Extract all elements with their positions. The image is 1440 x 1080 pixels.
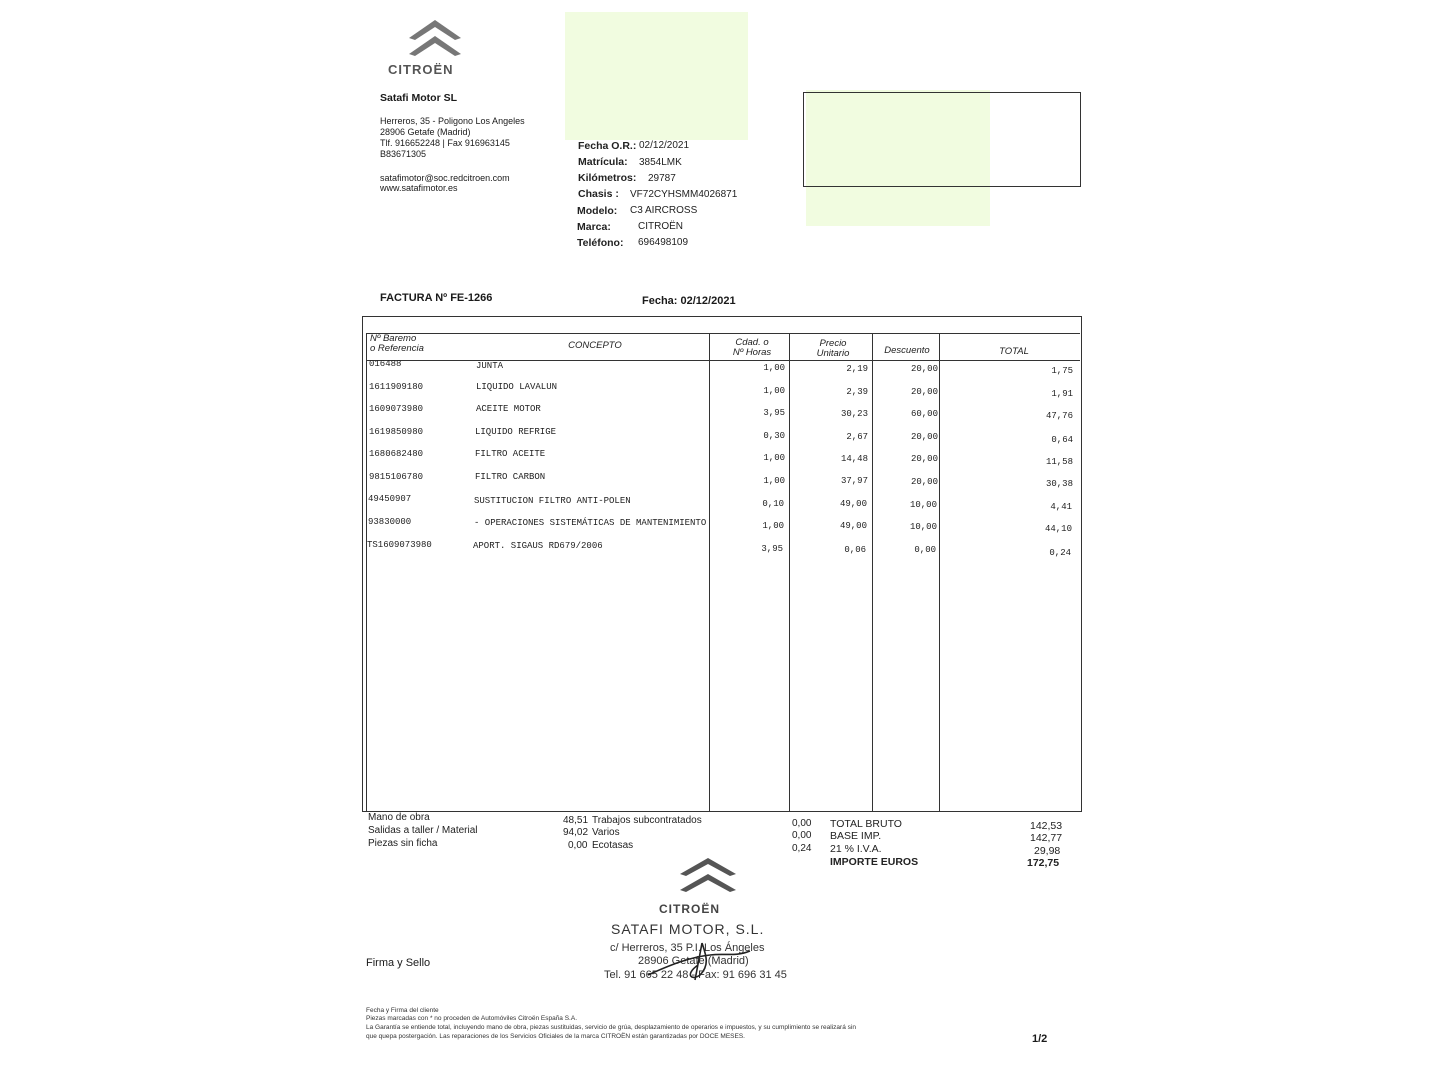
row-qty: 1,00 [763, 386, 785, 396]
row-ref: TS1609073980 [367, 540, 432, 550]
vehicle-value: VF72CYHSMM4026871 [630, 189, 738, 200]
vehicle-value: CITROËN [638, 221, 683, 232]
company-name: Satafi Motor SL [380, 92, 458, 104]
row-ref: 9815106780 [369, 472, 424, 482]
total-label: IMPORTE EUROS [830, 856, 919, 868]
header-ref-line2: o Referencia [370, 343, 424, 354]
company-address-2: 28906 Getafe (Madrid) [380, 127, 471, 137]
company-cif: B83671305 [380, 149, 427, 159]
row-discount: 10,00 [909, 522, 937, 532]
vehicle-value: 29787 [648, 173, 676, 184]
summary-label: Trabajos subcontratados [592, 815, 702, 826]
row-total: 0,64 [1051, 435, 1073, 445]
row-total: 44,10 [1044, 524, 1072, 534]
invoice-number: FACTURA Nº FE-1266 [380, 292, 493, 304]
summary-label: Salidas a taller / Material [368, 825, 478, 836]
header-concepto: CONCEPTO [568, 340, 622, 351]
row-total: 0,24 [1049, 548, 1071, 558]
row-total: 4,41 [1050, 502, 1072, 512]
row-discount: 0,00 [914, 545, 936, 555]
row-qty: 0,30 [763, 431, 785, 441]
row-concepto: SUSTITUCION FILTRO ANTI-POLEN [474, 496, 631, 506]
row-qty: 0,10 [762, 499, 784, 509]
row-ref: 93830000 [368, 517, 412, 527]
row-ref: 49450907 [368, 494, 412, 504]
row-price: 2,19 [846, 364, 868, 374]
summary-value: 48,51 [563, 815, 589, 826]
vehicle-label: Modelo: [577, 205, 618, 217]
row-total: 30,38 [1045, 479, 1073, 489]
invoice-date: Fecha: 02/12/2021 [642, 295, 736, 307]
row-qty: 1,00 [763, 363, 785, 373]
footer-line: que quepa postergación. Las reparaciones de los Servicios Oficiales de la marca CITROËN están garantizadas por DOCE MESES. [366, 1033, 745, 1040]
vehicle-label: Teléfono: [577, 237, 624, 249]
header-ref-line1: Nº Baremo [370, 333, 417, 344]
row-ref: 1609073980 [369, 404, 424, 414]
table-row [369, 404, 1079, 421]
row-total: 47,76 [1045, 411, 1073, 421]
row-price: 2,39 [846, 387, 868, 397]
stamp-phone: Tel. 91 665 22 48 - Fax: 91 696 31 45 [604, 969, 787, 981]
row-total: 1,91 [1051, 389, 1073, 399]
table-header-top-line [366, 333, 1080, 334]
header-quantity-line2: Nº Horas [732, 347, 772, 358]
row-price: 49,00 [839, 521, 867, 531]
summary-value: 0,00 [792, 818, 812, 829]
page-number: 1/2 [1032, 1033, 1048, 1045]
summary-value: 0,00 [792, 830, 812, 841]
row-price: 14,48 [840, 454, 868, 464]
total-label: BASE IMP. [830, 830, 882, 842]
summary-label: Mano de obra [368, 812, 430, 823]
vehicle-label: Kilómetros: [578, 172, 637, 184]
row-ref: 1611909180 [369, 382, 424, 392]
vehicle-value: 696498109 [638, 237, 689, 248]
row-qty: 1,00 [763, 453, 785, 463]
summary-value: 0,00 [568, 840, 588, 851]
summary-label: Varios [592, 827, 620, 838]
total-value: 142,77 [1030, 832, 1063, 844]
header-price-line1: Precio [819, 338, 847, 349]
row-discount: 20,00 [910, 387, 938, 397]
vehicle-value: C3 AIRCROSS [630, 205, 698, 216]
summary-label: Ecotasas [592, 840, 634, 851]
row-price: 2,67 [846, 432, 868, 442]
row-concepto: LIQUIDO REFRIGE [475, 427, 557, 437]
row-qty: 3,95 [763, 408, 785, 418]
row-price: 37,97 [840, 476, 868, 486]
table-row [368, 494, 1079, 512]
table-row [369, 382, 1079, 399]
stamp-company: SATAFI MOTOR, S.L. [611, 921, 765, 937]
vehicle-label: Chasis : [578, 188, 619, 200]
company-address-1: Herreros, 35 - Poligono Los Angeles [380, 116, 525, 126]
header-price [792, 339, 874, 359]
footer-line: Fecha y Firma del cliente [366, 1007, 439, 1014]
header-price-line2: Unitario [816, 348, 850, 359]
chevrons-icon [405, 14, 465, 62]
summary-value: 0,24 [792, 843, 812, 854]
total-value: 172,75 [1027, 857, 1060, 869]
table-row [368, 517, 1079, 534]
stamp-city: 28906 Getafe (Madrid) [638, 955, 749, 967]
vehicle-label: Marca: [577, 221, 611, 233]
table-row [367, 540, 1079, 558]
total-value: 29,98 [1034, 845, 1061, 857]
total-value: 142,53 [1030, 820, 1063, 832]
header-discount: Descuento [884, 345, 930, 356]
row-discount: 20,00 [910, 432, 938, 442]
row-discount: 10,00 [909, 500, 937, 510]
header-quantity [712, 338, 792, 358]
row-total: 11,58 [1045, 457, 1073, 467]
table-row [369, 472, 1079, 489]
recipient-box [803, 92, 1081, 187]
company-phone-fax: Tlf. 916652248 | Fax 916963145 [380, 138, 510, 148]
stamp-brand: CITROËN [659, 902, 720, 916]
vehicle-label: Fecha O.R.: [578, 140, 637, 152]
table-row [369, 449, 1079, 467]
row-concepto: JUNTA [476, 361, 504, 371]
stamp-address: c/ Herreros, 35 P.I. Los Ángeles [610, 942, 765, 954]
summary-label: Piezas sin ficha [368, 838, 438, 849]
footer-line: La Garantía se entiende total, incluyendo mano de obra, piezas sustituidas, servicio de grúa, desplazamiento de operarios e impuestos, y su cumplimiento se realizará sin [366, 1024, 856, 1031]
row-price: 49,00 [839, 499, 867, 509]
signature-label: Firma y Sello [366, 957, 431, 969]
row-concepto: FILTRO CARBON [475, 472, 546, 482]
header-total: TOTAL [999, 346, 1029, 357]
row-qty: 3,95 [761, 544, 783, 554]
total-label: 21 % I.V.A. [830, 843, 882, 855]
row-qty: 1,00 [763, 476, 785, 486]
row-ref: 016488 [369, 359, 402, 369]
vehicle-value: 3854LMK [639, 157, 682, 168]
row-discount: 60,00 [910, 409, 938, 419]
summary-value: 94,02 [563, 827, 589, 838]
row-concepto: LIQUIDO LAVALUN [476, 382, 558, 392]
row-ref: 1680682480 [369, 449, 424, 459]
row-concepto: FILTRO ACEITE [475, 449, 546, 459]
row-concepto: APORT. SIGAUS RD679/2006 [473, 541, 603, 551]
brand-wordmark: CITROËN [388, 62, 454, 77]
row-discount: 20,00 [910, 364, 938, 374]
vehicle-value: 02/12/2021 [639, 140, 690, 151]
table-row [369, 359, 1079, 376]
signature [640, 935, 760, 985]
row-concepto: - OPERACIONES SISTEMÁTICAS DE MANTENIMIENTO [474, 518, 707, 528]
header-quantity-line1: Cdad. o [735, 337, 769, 348]
row-price: 0,06 [844, 545, 866, 555]
row-concepto: ACEITE MOTOR [476, 404, 541, 414]
header-ref [370, 334, 424, 354]
row-ref: 1619850980 [369, 427, 424, 437]
table-row [369, 427, 1079, 445]
row-discount: 20,00 [910, 477, 938, 487]
stamp-logo [676, 852, 740, 902]
total-label: TOTAL BRUTO [830, 818, 902, 830]
footer-line: Piezas marcadas con * no proceden de Automóviles Citroën España S.A. [366, 1015, 578, 1022]
row-qty: 1,00 [762, 521, 784, 531]
vehicle-label: Matrícula: [578, 156, 628, 168]
row-price: 30,23 [840, 409, 868, 419]
citroen-logo [405, 14, 465, 62]
column-divider [366, 334, 367, 812]
company-email: satafimotor@soc.redcitroen.com [380, 173, 510, 183]
redaction-highlight-top [565, 12, 748, 140]
company-web: www.satafimotor.es [380, 183, 458, 193]
chevrons-icon [676, 852, 740, 902]
row-total: 1,75 [1051, 366, 1073, 376]
row-discount: 20,00 [910, 454, 938, 464]
